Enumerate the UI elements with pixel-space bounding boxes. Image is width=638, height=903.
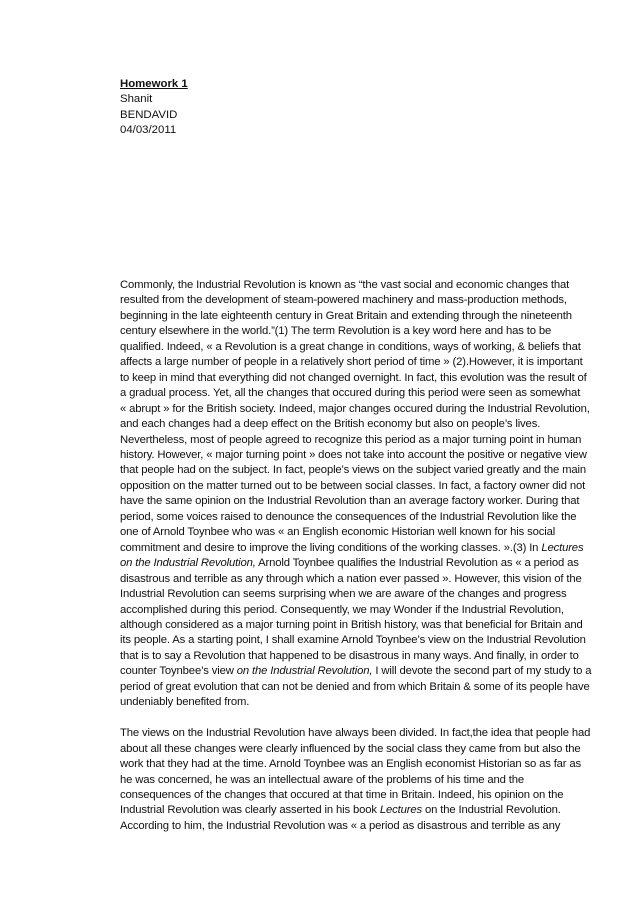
author-first-name: Shanit [120,93,153,106]
text-line: about all these changes were clearly influenced by the social class they came from but also the [120,742,581,755]
paragraph-gap [120,711,620,727]
text-line: undeniably benefited from. [120,696,250,709]
text-line: Industrial Revolution was clearly asserted in his book Lectures on the Industrial Revolution. [120,804,561,817]
text-line: resulted from the development of steam-powered machinery and mass-production methods, [120,294,567,307]
text-line: that is to say a Revolution that happened to be disastrous in many ways. And finally, in order to [120,649,579,662]
book-title: Lectures [541,541,584,554]
text-line: affects a large number of people in a relatively short period of time » (2).However, it is important [120,356,583,369]
text-line: have the same opinion on the Industrial Revolution than an average factory worker. During that [120,495,580,508]
paragraph-introduction [120,278,620,711]
book-title: Lectures [379,804,423,817]
text-line: Industrial Revolution can seems surprising when we are aware of the changes and progress [120,588,567,601]
text-line: disastrous and terrible as any through which a nation ever passed ». However, this vision of the [120,572,582,585]
book-title: on the Industrial Revolution, [120,557,256,570]
text-line: consequences of the changes that occured at that time in Britain. Indeed, his opinion on the [120,789,564,801]
author-last-name: BENDAVID [120,108,178,121]
essay-body [120,278,620,834]
text-line: beginning in the late eighteenth century in Great Britain and extending through the nineteenth [120,309,572,322]
text-line: history. However, « major turning point » does not take into account the positive or negative view [120,448,587,461]
text-line: counter Toynbee’s view on the Industrial Revolution, I will devote the second part of my study to a [120,665,592,678]
homework-title: Homework 1 [120,78,188,90]
document-header [120,77,188,139]
text-line: The views on the Industrial Revolution have always been divided. In fact,the idea that people had [120,727,591,740]
text-line: its people. As a starting point, I shall examine Arnold Toynbee’s view on the Industrial Revolution [120,634,586,647]
text-line: opposition on the matter turned out to be between social classes. In fact, a factory owner did not [120,479,586,492]
text-line: « abrupt » for the British society. Indeed, major changes occured during the Industrial Revolution, [120,402,590,415]
text-line: one of Arnold Toynbee who was « an English economic Historian well known for his social [120,526,556,539]
text-line: period of great evolution that can not be denied and from which Britain & some of its people have [120,680,590,693]
text-line: According to him, the Industrial Revolution was « a period as disastrous and terrible as any [120,819,561,832]
paragraph-second [120,726,620,834]
text-line: accomplished during this period. Consequently, we may Wonder if the Industrial Revolution, [120,603,564,616]
text-line: to keep in mind that everything did not changed overnight. In fact, this evolution was the result of [120,371,587,384]
text-line: period, some voices raised to denounce the consequences of the Industrial Revolution like the [120,510,577,523]
text-line: Commonly, the Industrial Revolution is known as “the vast social and economic changes that [120,279,570,291]
text-line: that people had on the subject. In fact, people's views on the subject varied greatly and the main [120,464,586,477]
text-line: a gradual process. Yet, all the changes that occured during this period were seen as somewhat [120,387,581,400]
text-line: although considered as a major turning point in British history, was that beneficial for Britain and [120,618,583,631]
text-line: Nevertheless, most of people agreed to recognize this period as a major turning point in human [120,433,582,446]
text-line: and each changes had a deep effect on the British economy but also on people’s lives. [120,418,541,431]
text-line: on the Industrial Revolution, Arnold Toynbee qualifies the Industrial Revolution as « a period as [120,557,579,570]
text-line: century elsewhere in the world.”(1) The term Revolution is a key word here and has to be [120,325,552,338]
text-line: qualified. Indeed, « a Revolution is a great change in conditions, ways of working, & beliefs that [120,340,581,353]
text-line: work that they had at the time. Arnold Toynbee was an English economist Historian so as far as [120,758,582,771]
text-line: commitment and desire to improve the living conditions of the working classes. ».(3) In Lectures [120,541,584,554]
text-line: he was concerned, he was an intellectual aware of the problems of his time and the [120,773,525,786]
book-title: on the Industrial Revolution, [236,665,373,678]
document-date: 04/03/2011 [120,124,177,137]
